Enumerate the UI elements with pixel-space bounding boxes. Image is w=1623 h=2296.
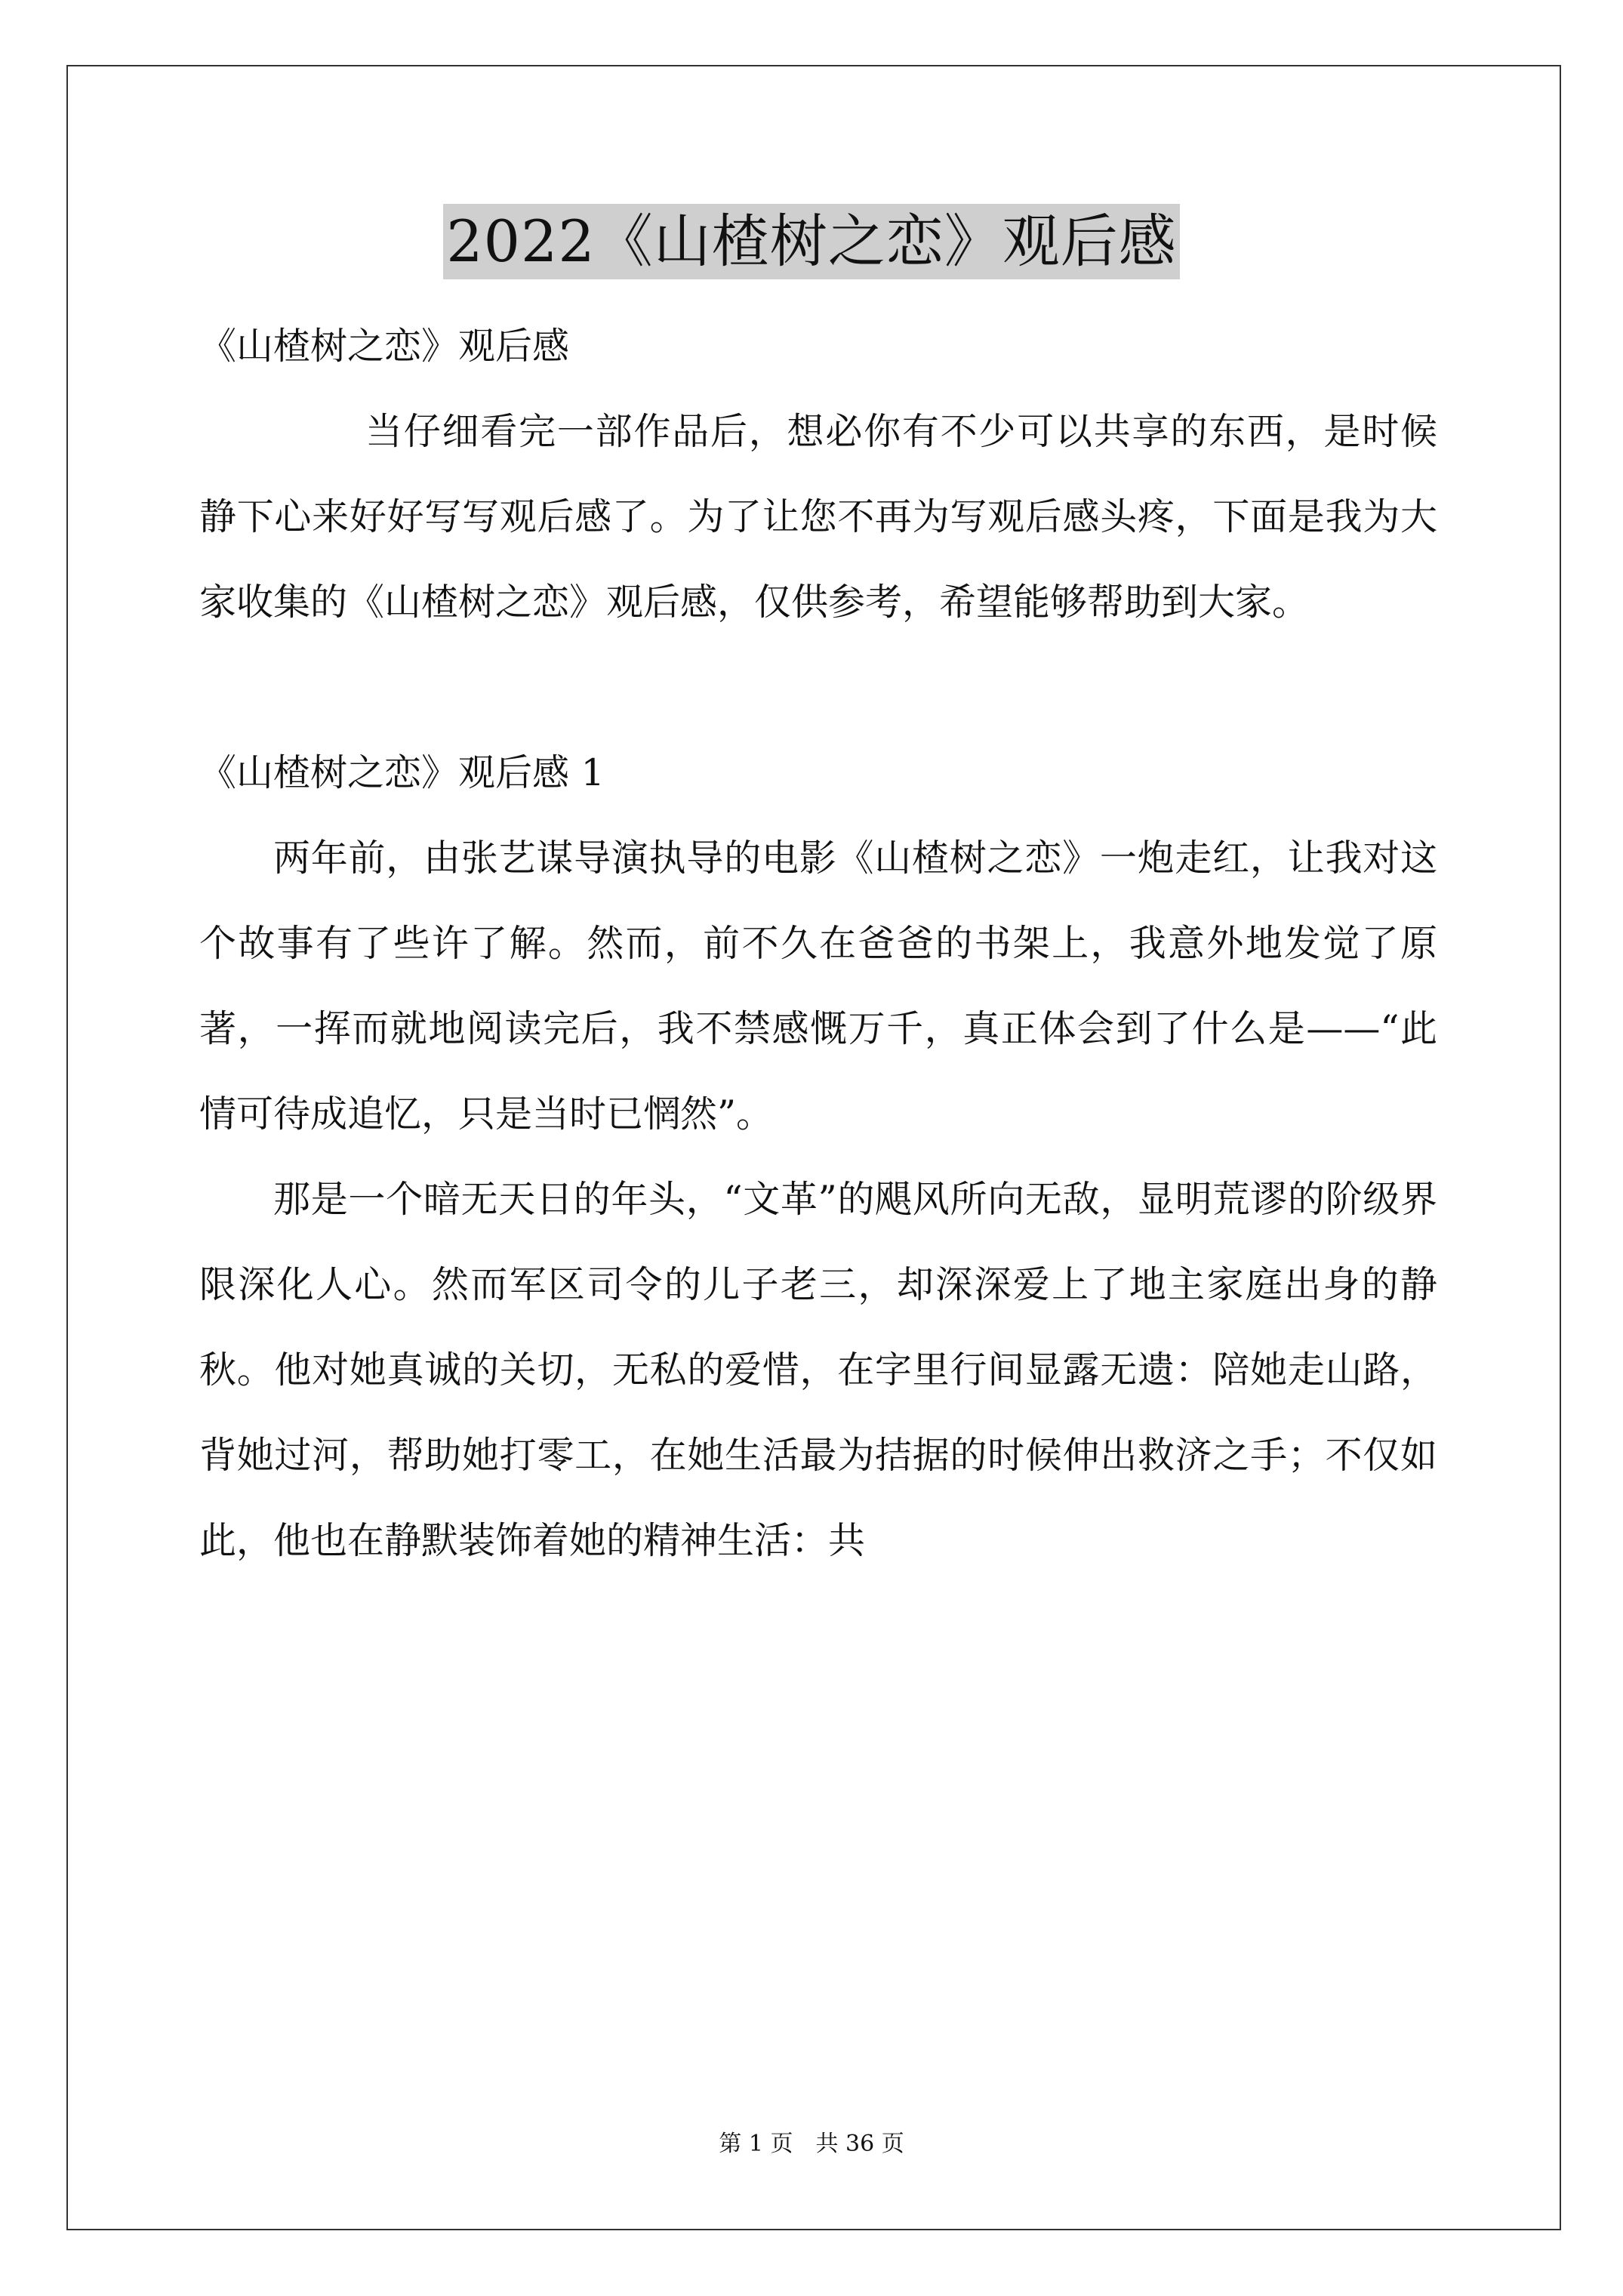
section-heading: 《山楂树之恋》观后感 1 xyxy=(199,751,605,794)
intro-paragraph: 当仔细看完一部作品后，想必你有不少可以共享的东西，是时候静下心来好好写写观后感了。为了让您不再为写观后感头疼，下面是我为大家收集的《山楂树之恋》观后感，仅供参考，希望能够帮助到大家。 xyxy=(199,410,1437,624)
title-wrap xyxy=(0,204,1623,279)
body-paragraph-1: 两年前，由张艺谋导演执导的电影《山楂树之恋》一炮走红，让我对这个故事有了些许了解。然而，前不久在爸爸的书架上，我意外地发觉了原著，一挥而就地阅读完后，我不禁感慨万千，真正体会到了什么是——“此情可待成追忆，只是当时已惘然”。 xyxy=(199,837,1437,1136)
page-footer xyxy=(0,2129,1623,2159)
document-body xyxy=(199,304,1437,1583)
spacer xyxy=(199,645,1437,730)
body-paragraph-2: 那是一个暗无天日的年头，“文革”的飓风所向无敌，显明荒谬的阶级界限深化人心。然而军区司令的儿子老三，却深深爱上了地主家庭出身的静秋。他对她真诚的关切，无私的爱惜，在字里行间显露无遗：陪她走山路，背她过河，帮助她打零工，在她生活最为拮据的时候伸出救济之手；不仅如此，他也在静默装饰着她的精神生活：共 xyxy=(199,1178,1437,1562)
page-number: 第 1 页 xyxy=(719,2131,793,2157)
page-total: 共 36 页 xyxy=(815,2131,904,2157)
subtitle: 《山楂树之恋》观后感 xyxy=(199,325,570,368)
document-title: 2022《山楂树之恋》观后感 xyxy=(443,204,1179,279)
